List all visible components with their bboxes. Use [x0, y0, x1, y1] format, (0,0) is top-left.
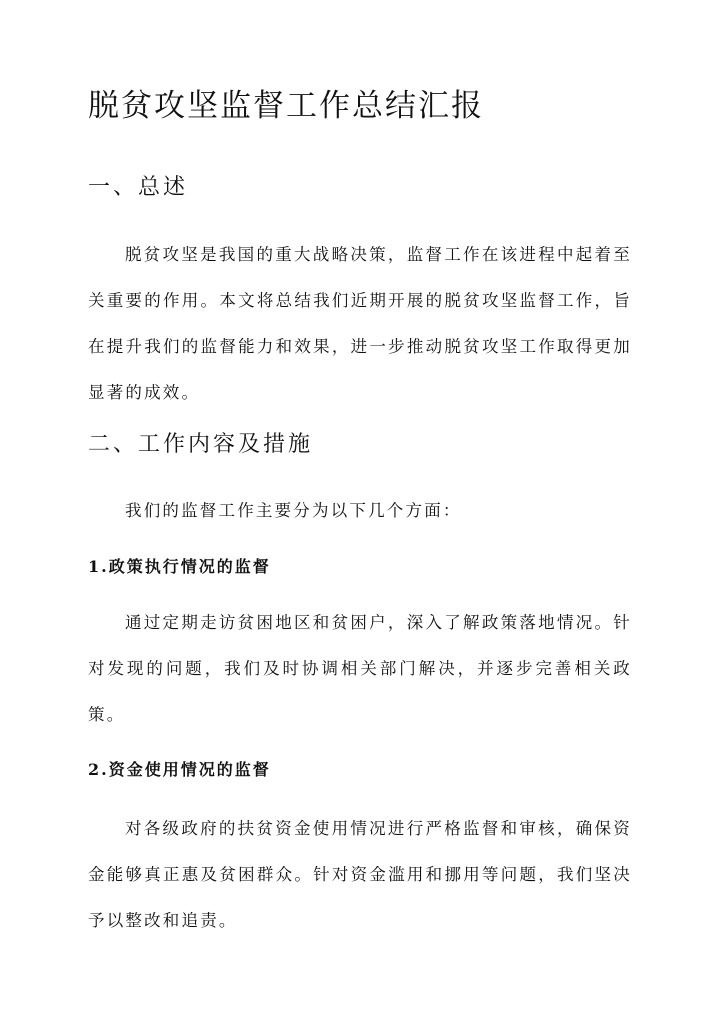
document-title: 脱贫攻坚监督工作总结汇报 [88, 88, 484, 124]
funds-supervision-paragraph: 对各级政府的扶贫资金使用情况进行严格监督和审核，确保资金能够真正惠及贫困群众。针对资金滥用和挪用等问题，我们坚决予以整改和追责。 [88, 819, 632, 930]
section-heading-work-content: 二、工作内容及措施 [88, 432, 314, 457]
subheading-policy-supervision: 1.政策执行情况的监督 [88, 557, 271, 576]
subheading-funds-supervision: 2.资金使用情况的监督 [88, 760, 271, 779]
section-heading-overview: 一、总述 [88, 175, 189, 200]
policy-supervision-paragraph: 通过定期走访贫困地区和贫困户，深入了解政策落地情况。针对发现的问题，我们及时协调相关部门解决，并逐步完善相关政策。 [88, 613, 632, 724]
work-content-intro: 我们的监督工作主要分为以下几个方面： [125, 501, 462, 520]
overview-paragraph: 脱贫攻坚是我国的重大战略决策，监督工作在该进程中起着至关重要的作用。本文将总结我们近期开展的脱贫攻坚监督工作，旨在提升我们的监督能力和效果，进一步推动脱贫攻坚工作取得更加显著的成效。 [88, 245, 632, 402]
